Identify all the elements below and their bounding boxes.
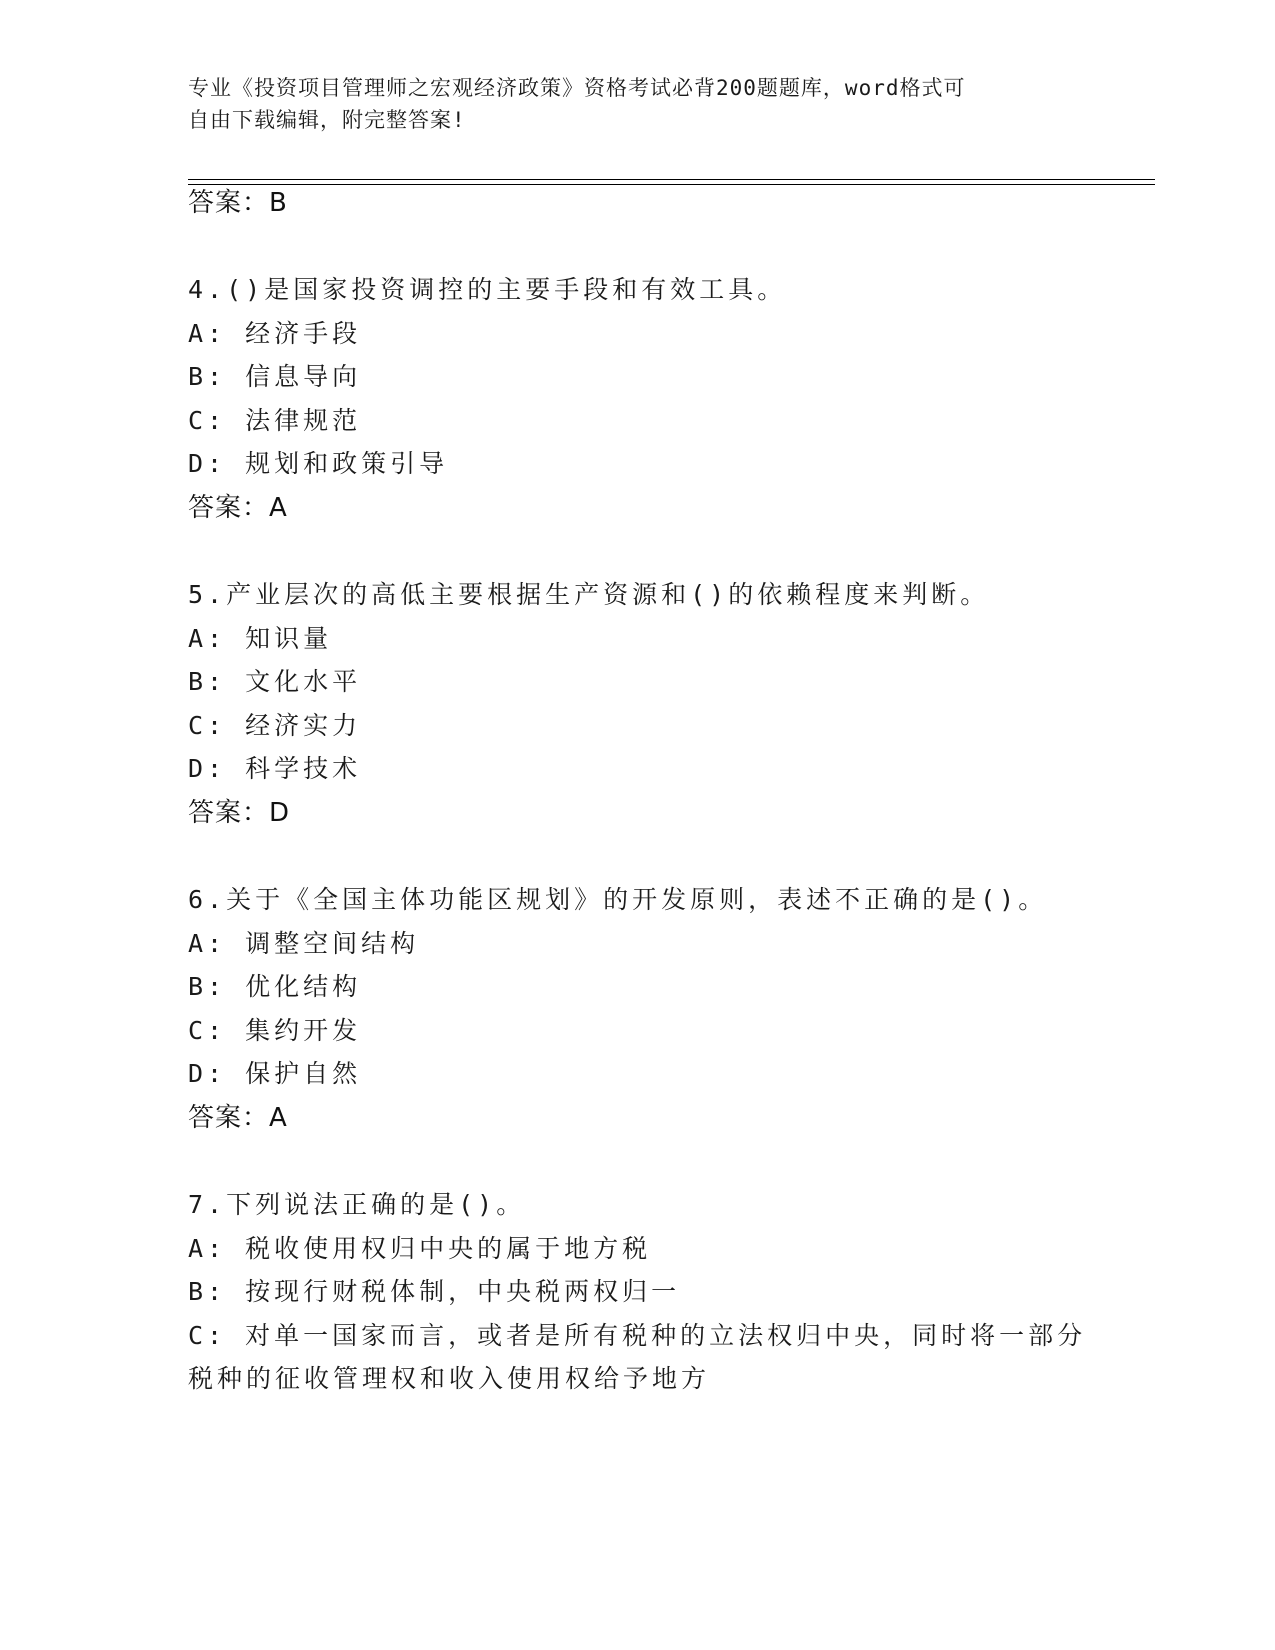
answer-5: 答案：D (188, 798, 291, 828)
question-4-option-d: D: 规划和政策引导 (188, 449, 449, 478)
answer-4: 答案：A (188, 493, 288, 523)
question-6-option-d: D: 保护自然 (188, 1059, 362, 1088)
question-4: 4.()是国家投资调控的主要手段和有效工具。 (188, 275, 787, 304)
answer-6: 答案：A (188, 1103, 288, 1133)
question-5-option-b: B: 文化水平 (188, 667, 362, 696)
question-6-option-c: C: 集约开发 (188, 1016, 362, 1045)
question-7: 7.下列说法正确的是()。 (188, 1190, 526, 1219)
question-6-option-b: B: 优化结构 (188, 972, 362, 1001)
question-5-option-d: D: 科学技术 (188, 754, 362, 783)
question-5: 5.产业层次的高低主要根据生产资源和()的依赖程度来判断。 (188, 580, 990, 609)
question-4-option-a: A: 经济手段 (188, 319, 362, 348)
question-6-option-a: A: 调整空间结构 (188, 929, 420, 958)
question-7-option-b: B: 按现行财税体制，中央税两权归一 (188, 1277, 681, 1306)
document-header (188, 72, 1068, 136)
header-rule-bottom (188, 184, 1155, 185)
question-7-option-c: C: 对单一国家而言，或者是所有税种的立法权归中央，同时将一部分 (188, 1321, 1087, 1350)
question-7-option-a: A: 税收使用权归中央的属于地方税 (188, 1234, 652, 1263)
header-rule-top (188, 179, 1155, 180)
question-7-option-c-continued: 税种的征收管理权和收入使用权给予地方 (188, 1364, 711, 1393)
question-4-option-c: C: 法律规范 (188, 406, 362, 435)
question-5-option-c: C: 经济实力 (188, 711, 362, 740)
answer-3: 答案：B (188, 188, 288, 218)
header-line-1: 专业《投资项目管理师之宏观经济政策》资格考试必背200题题库，word格式可 (188, 76, 966, 100)
question-5-option-a: A: 知识量 (188, 624, 333, 653)
question-6: 6.关于《全国主体功能区规划》的开发原则，表述不正确的是()。 (188, 885, 1048, 914)
header-line-2: 自由下载编辑，附完整答案! (188, 108, 466, 132)
question-4-option-b: B: 信息导向 (188, 362, 362, 391)
